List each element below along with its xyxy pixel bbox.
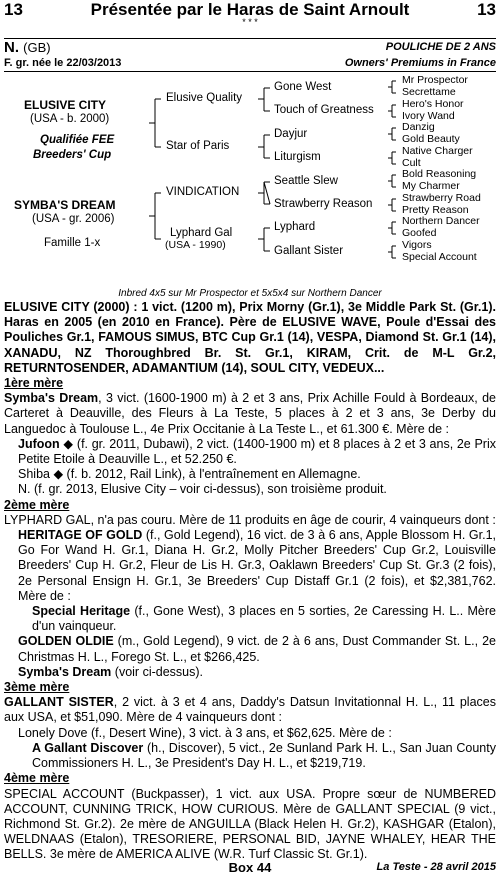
m2-special-heritage: Special Heritage (f., Gone West), 3 places en 5 sorties, 2e Caressing H. L.. Mère d'un vainqueur. <box>32 604 496 634</box>
g2-vindication: VINDICATION <box>166 186 240 198</box>
g2-elusive-quality: Elusive Quality <box>166 92 243 104</box>
g4-1: Secrettame <box>402 86 456 98</box>
g3-dayjur: Dayjur <box>274 128 308 140</box>
g4-9: My Charmer <box>402 180 460 192</box>
box-number: Box 44 <box>228 860 272 875</box>
g3-touch-of-greatness: Touch of Greatness <box>274 104 374 116</box>
g4-14: Vigors <box>402 239 432 251</box>
g2-star-of-paris: Star of Paris <box>166 140 230 152</box>
m2-golden-oldie: GOLDEN OLDIE (m., Gold Legend), 9 vict. de 2 à 6 ans, Dust Commander St. L., 2e Christmas H. L., Forego St. L., et $266,425. <box>18 634 496 664</box>
g4-10: Strawberry Road <box>402 192 481 204</box>
m1-shiba: Shiba ◆ (f. b. 2012, Rail Link), à l'entraînement en Allemagne. <box>18 467 361 482</box>
m1-n: N. (f. gr. 2013, Elusive City – voir ci-dessus), son troisième produit. <box>18 482 387 497</box>
m3-lonely-dove: Lonely Dove (f., Desert Wine), 3 vict. à 3 ans, et $62,625. Mère de : <box>18 725 392 740</box>
g3-gallant-sister: Gallant Sister <box>274 245 344 257</box>
section-4eme-mere: 4ème mère <box>4 771 70 786</box>
horse-name: N. (GB) <box>4 39 51 56</box>
m1-jufoon: Jufoon ◆ (f. gr. 2011, Dubawi), 2 vict. (1400-1900 m) et 8 places à 2 et 3 ans, 2e Prix Petite Etoile à Deauville L., et 52.250 €. <box>18 436 496 467</box>
dam-family: Famille 1-x <box>44 237 101 249</box>
sire-note-bc: Breeders' Cup <box>33 149 112 161</box>
lot-number-right: 13 <box>477 0 496 19</box>
g3-gone-west: Gone West <box>274 81 332 93</box>
g4-6: Native Charger <box>402 145 473 157</box>
catalogue-body <box>4 300 496 863</box>
m4-special-account: SPECIAL ACCOUNT (Buckpasser), 1 vict. aux USA. Propre sœur de NUMBERED ACCOUNT, CUNNING TRICK, HOW CURIOUS. Mère de GALLANT SPECIAL (9 vict., Richmond St. Gr.2). 2e mère de ANGUILLA (Black Helen H. Gr.2), KASHGAR (Etalon), WELDNAAS (Etalon), TRESORIERE, PERSONAL BID, JAYNE WHALEY, HEAR THE BELLS. 3e mère de AMERICA ALIVE (W.R. Turf Classic St. Gr.1). <box>4 786 496 862</box>
m2-heritage-of-gold: HERITAGE OF GOLD (f., Gold Legend), 16 vict. de 3 à 6 ans, Apple Blossom H. Gr.1, Go For Wand H. Gr.1, Diana H. Gr.2, Molly Pitcher Breeders' Cup Gr.2, Louisville Breeders' Cup H. Gr.2, Fleur de Lis H. Gr.3, Oaklawn Breeders' Cup St. Gr.3 (2 fois), 2e Personal Ensign H. Gr.1, 3e Breeders' Cup Distaff Gr.1 (2 fois), et $2,381,762. Mère de : <box>18 528 496 603</box>
dam-name: SYMBA'S DREAM <box>14 198 116 212</box>
dam-info: (USA - gr. 2006) <box>32 213 115 225</box>
horse-sex-age: POULICHE DE 2 ANS <box>385 41 496 53</box>
g4-4: Danzig <box>402 121 435 133</box>
g3-liturgism: Liturgism <box>274 151 321 163</box>
sire-paragraph: ELUSIVE CITY (2000) : 1 vict. (1200 m), Prix Morny (Gr.1), 3e Middle Park St. (Gr.1). Haras en 2005 (en 2010 en France). Père de ELUSIVE WAVE, Poule d'Essai des Pouliches Gr.1, FAMOUS SIMUS, BTC Cup Gr.1 (14), VESPA, Diamond St. Gr.1 (14), XANADU, NZ Thoroughbred Br. St. Gr.1, KIRAM, Crit. de M-L Gr.2, RETURNTOSENDER, ADAMANTIUM (14), SOUL CITY, VEDEUX... <box>4 300 496 375</box>
sire-info: (USA - b. 2000) <box>30 113 110 125</box>
sale-date: La Teste - 28 avril 2015 <box>376 861 496 873</box>
g4-15: Special Account <box>402 251 477 263</box>
pedigree-table <box>0 72 500 284</box>
m2-symbas-dream: Symba's Dream (voir ci-dessus). <box>18 664 203 679</box>
m3-a-gallant-discover: A Gallant Discover (h., Discover), 5 vict., 2e Sunland Park H. L., San Juan County Commissioners H. L., 3e President's Day H. L., et $219,719. <box>32 740 496 771</box>
page-header <box>0 0 500 28</box>
g4-0: Mr Prospector <box>402 74 468 86</box>
m3-gallant-sister: GALLANT SISTER, 2 vict. à 3 et 4 ans, Daddy's Datsun Invitationnal H. L., 11 places aux USA, et $51,090. Mère de 4 vainqueurs dont : <box>4 695 496 725</box>
inbreeding-note: Inbred 4x5 sur Mr Prospector et 5x5x4 sur Northern Dancer <box>118 288 382 299</box>
g4-13: Goofed <box>402 227 437 239</box>
g2-lyphard-gal-info: (USA - 1990) <box>165 239 226 251</box>
title-stars: * * * <box>242 17 258 27</box>
g3-seattle-slew: Seattle Slew <box>274 175 338 187</box>
g4-12: Northern Dancer <box>402 215 480 227</box>
g4-3: Ivory Wand <box>402 110 455 122</box>
sire-note-fee: Qualifiée FEE <box>40 134 115 146</box>
g4-8: Bold Reasoning <box>402 168 477 180</box>
g4-5: Gold Beauty <box>402 133 460 145</box>
g3-lyphard: Lyphard <box>274 221 316 233</box>
section-1ere-mere: 1ère mère <box>4 376 64 391</box>
horse-id-box <box>4 38 496 72</box>
section-3eme-mere: 3ème mère <box>4 680 70 695</box>
section-2eme-mere: 2ème mère <box>4 497 70 512</box>
sire-name: ELUSIVE CITY <box>24 98 107 112</box>
m1-symba: Symba's Dream, 3 vict. (1600-1900 m) à 2 et 3 ans, Prix Achille Fould à Bordeaux, de Carteret à Deauville, des Fleurs à La Teste, 5 places à 2 et 3 ans, 3e Derby du Languedoc à Toulouse L., 4e Prix Occitanie à La Teste L., et 61.300 €. Mère de : <box>4 391 496 436</box>
page-title: Présentée par le Haras de Saint Arnoult <box>90 0 410 19</box>
g4-11: Pretty Reason <box>402 204 469 216</box>
g4-2: Hero's Honor <box>402 98 464 110</box>
g3-strawberry-reason: Strawberry Reason <box>274 198 373 210</box>
g4-7: Cult <box>402 157 421 169</box>
lot-number-left: 13 <box>4 0 23 19</box>
page-footer <box>0 860 500 878</box>
owners-premiums: Owners' Premiums in France <box>344 57 496 69</box>
horse-dob: F. gr. née le 22/03/2013 <box>4 57 122 69</box>
g2-lyphard-gal: Lyphard Gal <box>170 227 233 239</box>
m2-intro: LYPHARD GAL, n'a pas couru. Mère de 11 produits en âge de courir, 4 vainqueurs dont : <box>4 512 496 527</box>
